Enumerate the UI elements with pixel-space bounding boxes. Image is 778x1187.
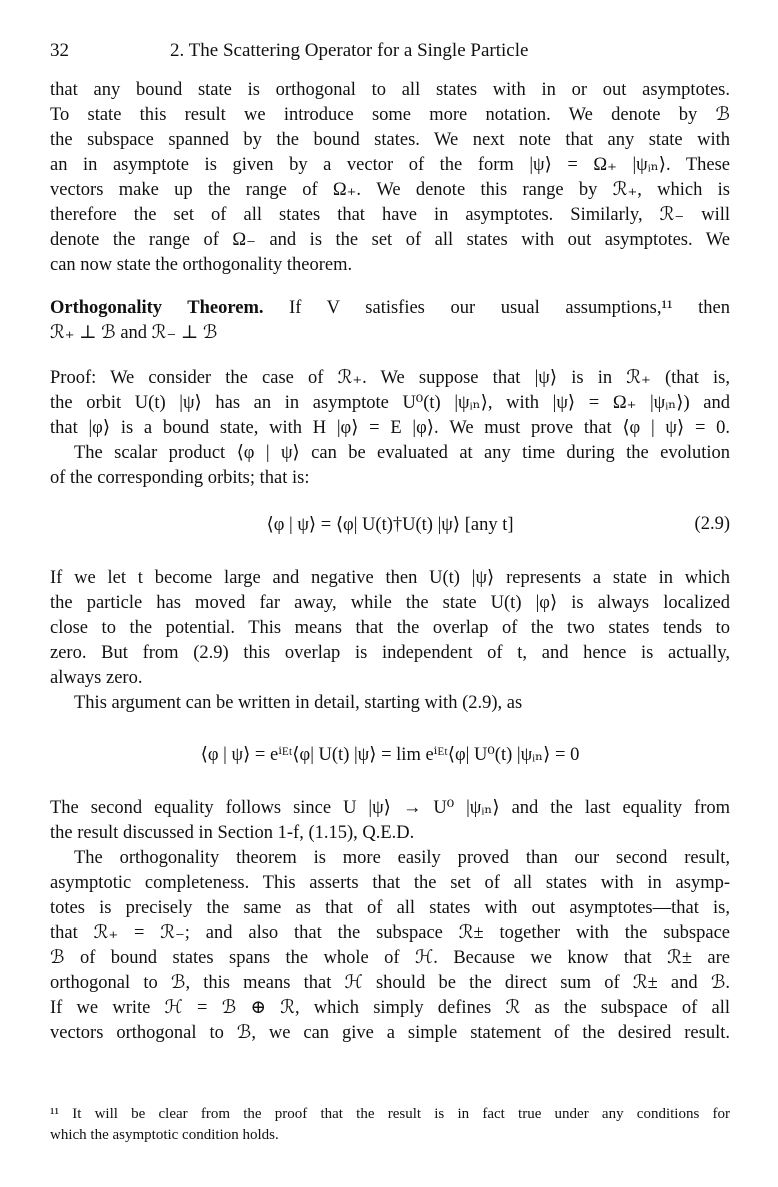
text-line: If we write ℋ = ℬ ⊕ ℛ, which simply defines ℛ as the subspace of all (50, 998, 730, 1018)
text-line: always zero. (50, 668, 143, 688)
footnote (50, 1104, 730, 1146)
text-line: If we let t become large and negative then U(t) |ψ⟩ represents a state in which (50, 568, 730, 588)
footnote-line: ¹¹ It will be clear from the proof that the result is in fact true under any conditions for (50, 1106, 730, 1122)
equation-body: ⟨φ | ψ⟩ = ⟨φ| U(t)†U(t) |ψ⟩ [any t] (266, 515, 514, 535)
text-line: that |φ⟩ is a bound state, with H |φ⟩ = E |φ⟩. We must prove that ⟨φ | ψ⟩ = 0. (50, 418, 730, 438)
theorem-text: If V satisfies our usual assumptions,¹¹ then (289, 298, 730, 318)
text-line: This argument can be written in detail, starting with (2.9), as (74, 693, 523, 713)
text-line: The second equality follows since U |ψ⟩ → U⁰ |ψᵢₙ⟩ and the last equality from (50, 798, 730, 818)
text-line: ℬ of bound states spans the whole of ℋ. Because we know that ℛ± are (50, 948, 730, 968)
text-line: The scalar product ⟨φ | ψ⟩ can be evaluated at any time during the evolution (74, 443, 730, 463)
text-line: of the corresponding orbits; that is: (50, 468, 310, 488)
text-line: the subspace spanned by the bound states. We next note that any state with (50, 130, 730, 150)
equation-detail (50, 744, 730, 770)
equation-2-9 (50, 514, 730, 540)
footnote-line: which the asymptotic condition holds. (50, 1127, 279, 1143)
theorem-statement (50, 296, 730, 346)
theorem-line (50, 296, 730, 321)
text-line: zero. But from (2.9) this overlap is independent of t, and hence is actually, (50, 643, 730, 663)
text-line: denote the range of Ω₋ and is the set of all states with out asymptotes. We (50, 230, 730, 250)
text-line: close to the potential. This means that the overlap of the two states tends to (50, 618, 730, 638)
text-line: an in asymptote is given by a vector of the form |ψ⟩ = Ω₊ |ψᵢₙ⟩. These (50, 155, 730, 175)
text-line: asymptotic completeness. This asserts that the set of all states with in asymp- (50, 873, 730, 893)
theorem-label: Orthogonality Theorem. (50, 298, 264, 318)
paragraph-overlap (50, 566, 730, 716)
equation-number: (2.9) (694, 514, 730, 534)
text-line: the result discussed in Section 1-f, (1.15), Q.E.D. (50, 823, 415, 843)
theorem-formula: ℛ₊ ⊥ ℬ and ℛ₋ ⊥ ℬ (50, 323, 218, 343)
page-number: 32 (50, 40, 69, 61)
text-line: vectors orthogonal to ℬ, we can give a simple statement of the desired result. (50, 1023, 730, 1043)
text-line: The orthogonality theorem is more easily proved than our second result, (74, 848, 730, 868)
text-line: therefore the set of all states that have in asymptotes. Similarly, ℛ₋ will (50, 205, 730, 225)
text-line: vectors make up the range of Ω₊. We denote this range by ℛ₊, which is (50, 180, 730, 200)
text-line: orthogonal to ℬ, this means that ℋ should be the direct sum of ℛ± and ℬ. (50, 973, 730, 993)
paragraph-notation (50, 78, 730, 278)
text-line: Proof: We consider the case of ℛ₊. We suppose that |ψ⟩ is in ℛ₊ (that is, (50, 368, 730, 388)
equation-body: ⟨φ | ψ⟩ = eⁱᴱᵗ⟨φ| U(t) |ψ⟩ = lim eⁱᴱᵗ⟨φ| U⁰(t) |ψᵢₙ⟩ = 0 (200, 745, 580, 765)
text-line: the orbit U(t) |ψ⟩ has an in asymptote U⁰(t) |ψᵢₙ⟩, with |ψ⟩ = Ω₊ |ψᵢₙ⟩) and (50, 393, 730, 413)
proof-paragraph (50, 366, 730, 491)
text-line: can now state the orthogonality theorem. (50, 255, 353, 275)
text-line: the particle has moved far away, while the state U(t) |φ⟩ is always localized (50, 593, 730, 613)
text-line: totes is precisely the same as that of all states with out asymptotes—that is, (50, 898, 730, 918)
text-line: that any bound state is orthogonal to all states with in or out asymptotes. (50, 80, 730, 100)
chapter-title: 2. The Scattering Operator for a Single Particle (170, 40, 529, 61)
paragraph-completeness (50, 796, 730, 1046)
text-line: that ℛ₊ = ℛ₋; and also that the subspace ℛ± together with the subspace (50, 923, 730, 943)
text-line: To state this result we introduce some more notation. We denote by ℬ (50, 105, 730, 125)
